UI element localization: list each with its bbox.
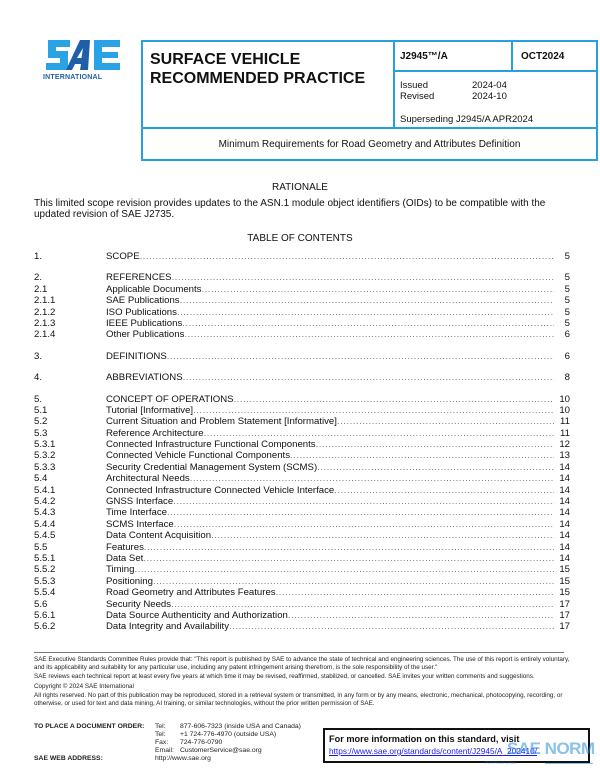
toc-leader-dots: [153, 576, 554, 587]
toc-entry-title-wrap: [106, 542, 554, 553]
document-type: [143, 42, 395, 129]
watermark-line: [545, 763, 593, 764]
document-subtitle: Minimum Requirements for Road Geometry and Attributes Definition: [218, 139, 521, 150]
logo-subtext: INTERNATIONAL: [43, 74, 103, 81]
toc-entry-number: 2.1.1: [34, 295, 56, 307]
toc-entry-page: 6: [564, 350, 570, 362]
toc-entry-title-wrap: [106, 610, 554, 621]
toc-entry-title: Connected Infrastructure Functional Components: [106, 439, 316, 451]
toc-entry-title-wrap: [106, 372, 554, 383]
toc-leader-dots: [276, 587, 554, 598]
superseding-note: Superseding J2945/A APR2024: [400, 114, 534, 125]
toc-entry-title-wrap: [106, 576, 554, 587]
toc-entry-title: Data Set: [106, 552, 144, 564]
toc-entry-title: Connected Vehicle Functional Components: [106, 450, 290, 462]
rationale-heading: RATIONALE: [272, 182, 328, 193]
order-contact-row: [155, 723, 301, 731]
toc-entry-title: Applicable Documents: [106, 283, 202, 295]
order-contact-row: [155, 731, 301, 739]
toc-leader-dots: [190, 473, 554, 484]
toc-leader-dots: [144, 542, 554, 553]
toc-entry-number: 4.: [34, 372, 43, 384]
toc-entry-title: Features: [106, 541, 144, 553]
table-of-contents: [34, 251, 570, 633]
toc-entry[interactable]: [34, 462, 570, 473]
toc-entry-title-wrap: [106, 587, 554, 598]
toc-entry-page: 17: [559, 621, 570, 633]
toc-entry[interactable]: [34, 473, 570, 484]
toc-entry[interactable]: [34, 496, 570, 507]
toc-leader-dots: [204, 428, 554, 439]
document-meta-panel: [395, 42, 596, 129]
toc-entry-title-wrap: [106, 564, 554, 575]
web-address-label: SAE WEB ADDRESS:: [34, 755, 103, 762]
toc-entry-number: 1.: [34, 251, 43, 262]
toc-entry-page: 10: [559, 393, 570, 405]
toc-entry-title: Current Situation and Problem Statement [Informative]: [106, 416, 337, 428]
toc-entry-page: 14: [559, 473, 570, 485]
revised-value: 2024-10: [472, 91, 507, 102]
standard-link[interactable]: https://www.sae.org/standards/content/J2945/A_202410/: [329, 746, 538, 756]
toc-entry-number: 5.6.2: [34, 621, 56, 633]
toc-entry-page: 6: [564, 329, 570, 341]
toc-leader-dots: [290, 450, 554, 461]
toc-leader-dots: [288, 610, 554, 621]
toc-entry-page: 8: [564, 372, 570, 384]
toc-leader-dots: [182, 318, 554, 329]
contact-type: Fax:: [155, 738, 169, 746]
toc-leader-dots: [183, 372, 554, 383]
toc-entry[interactable]: [34, 428, 570, 439]
toc-entry[interactable]: [34, 318, 570, 329]
toc-leader-dots: [234, 394, 554, 405]
toc-entry[interactable]: [34, 405, 570, 416]
contact-value: 724-776-0790: [180, 738, 223, 746]
contact-type: Tel:: [155, 723, 166, 730]
order-contact-row: [155, 747, 301, 755]
toc-entry[interactable]: [34, 587, 570, 598]
toc-entry[interactable]: [34, 507, 570, 518]
doc-type-line2: RECOMMENDED PRACTICE: [150, 70, 366, 87]
contact-value: CustomerService@sae.org: [180, 746, 262, 754]
toc-entry-title: Architectural Needs: [106, 473, 190, 485]
toc-entry-number: 2.1.2: [34, 306, 56, 318]
toc-leader-dots: [167, 351, 554, 362]
toc-entry[interactable]: [34, 530, 570, 541]
toc-entry-page: 5: [564, 317, 570, 329]
toc-entry-title-wrap: [106, 329, 554, 340]
toc-entry-title: SAE Publications: [106, 295, 180, 307]
toc-entry-number: 2.: [34, 272, 43, 284]
sae-logo: [34, 40, 134, 92]
more-info-box: [323, 728, 590, 763]
toc-entry-number: 5.3.1: [34, 439, 56, 451]
toc-entry-page: 14: [559, 461, 570, 473]
toc-entry-title: Positioning: [106, 575, 153, 587]
toc-entry-title: ABBREVIATIONS: [106, 372, 183, 384]
toc-entry-title: IEEE Publications: [106, 317, 183, 329]
toc-entry[interactable]: [34, 272, 570, 283]
toc-entry-page: 15: [559, 575, 570, 587]
order-contacts: [155, 723, 301, 755]
toc-leader-dots: [140, 251, 554, 262]
toc-entry-title-wrap: [106, 351, 554, 362]
toc-entry-number: 5.4.3: [34, 507, 56, 519]
toc-entry[interactable]: [34, 576, 570, 587]
toc-leader-dots: [180, 295, 554, 306]
toc-entry[interactable]: [34, 416, 570, 427]
toc-entry-number: 2.1: [34, 283, 48, 295]
issued-value: 2024-04: [472, 80, 507, 91]
toc-entry[interactable]: [34, 450, 570, 461]
toc-entry-title-wrap: [106, 405, 554, 416]
order-contact-row: [155, 739, 301, 747]
contact-type: Email:: [155, 746, 174, 754]
toc-entry-title: REFERENCES: [106, 272, 172, 284]
toc-entry-number: 2.1.3: [34, 317, 56, 329]
legal-review: SAE reviews each technical report at least every five years at which time it may be revised, reaffirmed, stabilized, or cancelled. SAE invites your written comments and suggestions.: [34, 673, 535, 681]
toc-entry[interactable]: [34, 307, 570, 318]
issued-label: Issued: [400, 80, 428, 91]
watermark-text: SAE NORM: [507, 739, 595, 758]
toc-entry-number: 5.3: [34, 427, 48, 439]
toc-entry-title-wrap: [106, 519, 554, 530]
toc-entry-title-wrap: [106, 553, 554, 564]
toc-entry-title-wrap: [106, 496, 554, 507]
toc-entry-number: 5.6: [34, 598, 48, 610]
toc-leader-dots: [134, 564, 554, 575]
toc-entry-page: 14: [559, 507, 570, 519]
toc-entry[interactable]: [34, 394, 570, 405]
toc-entry-title: CONCEPT OF OPERATIONS: [106, 393, 234, 405]
toc-entry[interactable]: [34, 251, 570, 262]
toc-entry-title: Data Integrity and Availability: [106, 621, 230, 633]
toc-entry[interactable]: [34, 372, 570, 383]
toc-entry-page: 14: [559, 541, 570, 553]
toc-entry[interactable]: [34, 564, 570, 575]
toc-heading: TABLE OF CONTENTS: [247, 233, 353, 244]
toc-entry-page: 14: [559, 530, 570, 542]
watermark-subtext: INTERNATIONAL: [485, 760, 517, 765]
toc-entry-page: 5: [564, 295, 570, 307]
toc-entry-title: Security Needs: [106, 598, 172, 610]
toc-entry-page: 15: [559, 564, 570, 576]
legal-rules: SAE Executive Standards Committee Rules provide that: "This report is published by SAE to advance the state of technical and engineering sciences. The use of this report is entirely voluntary, and its applicability and suitability for any particular use, including any patent infringement arising therefrom, is the sole responsibility of the user.": [34, 656, 570, 671]
toc-entry-title: Data Source Authenticity and Authorization: [106, 609, 288, 621]
toc-entry-number: 5.2: [34, 416, 48, 428]
toc-entry-title-wrap: [106, 621, 554, 632]
toc-entry-page: 5: [564, 251, 570, 262]
more-info-text: For more information on this standard, visit: [329, 734, 520, 744]
toc-entry-title-wrap: [106, 295, 554, 306]
toc-leader-dots: [171, 599, 554, 610]
toc-entry-number: 5.3.3: [34, 461, 56, 473]
toc-entry-page: 11: [560, 427, 570, 439]
toc-entry-number: 5.5.2: [34, 564, 56, 576]
toc-entry-page: 17: [559, 609, 570, 621]
toc-entry-page: 14: [559, 496, 570, 508]
toc-entry-page: 12: [559, 439, 570, 451]
toc-leader-dots: [167, 507, 554, 518]
toc-entry-number: 5.: [34, 393, 43, 405]
toc-entry-number: 2.1.4: [34, 329, 56, 341]
toc-entry-title: Reference Architecture: [106, 427, 204, 439]
toc-leader-dots: [193, 405, 554, 416]
toc-entry-page: 5: [564, 272, 570, 284]
web-address-link[interactable]: http://www.sae.org: [155, 755, 211, 762]
toc-entry-number: 3.: [34, 350, 43, 362]
document-header: [141, 40, 598, 161]
toc-entry[interactable]: [34, 485, 570, 496]
toc-entry-number: 5.4.2: [34, 496, 56, 508]
toc-entry-title: Other Publications: [106, 329, 185, 341]
doc-date: OCT2024: [513, 42, 596, 72]
toc-entry-title: SCOPE: [106, 251, 140, 262]
toc-entry-page: 14: [559, 518, 570, 530]
toc-entry-title-wrap: [106, 507, 554, 518]
doc-number: J2945™/A: [395, 42, 513, 72]
revised-label: Revised: [400, 91, 435, 102]
footer-divider: [34, 652, 564, 653]
toc-entry-title: SCMS Interface: [106, 518, 174, 530]
toc-leader-dots: [172, 272, 554, 283]
toc-entry-number: 5.5.1: [34, 552, 56, 564]
toc-entry-number: 5.3.2: [34, 450, 56, 462]
toc-entry[interactable]: [34, 542, 570, 553]
toc-entry-number: 5.4: [34, 473, 48, 485]
toc-leader-dots: [177, 307, 554, 318]
toc-entry-page: 14: [559, 484, 570, 496]
toc-leader-dots: [316, 439, 554, 450]
toc-entry-title-wrap: [106, 599, 554, 610]
toc-entry-title-wrap: [106, 428, 554, 439]
toc-leader-dots: [211, 530, 554, 541]
toc-entry-page: 15: [559, 587, 570, 599]
legal-notice: [34, 656, 574, 710]
toc-entry[interactable]: [34, 284, 570, 295]
toc-entry[interactable]: [34, 295, 570, 306]
toc-entry-title: Time Interface: [106, 507, 167, 519]
toc-leader-dots: [337, 416, 554, 427]
toc-entry-number: 5.1: [34, 404, 48, 416]
rationale-text: This limited scope revision provides updates to the ASN.1 module object identifiers (OIDs) to be compatible with the updated revision of SAE J2735.: [34, 198, 546, 220]
toc-entry-number: 5.5: [34, 541, 48, 553]
toc-entry-number: 5.4.1: [34, 484, 56, 496]
legal-copyright: Copyright © 2024 SAE International: [34, 682, 134, 690]
toc-entry[interactable]: [34, 351, 570, 362]
toc-entry-title: Security Credential Management System (SCMS): [106, 461, 318, 473]
toc-entry-title-wrap: [106, 450, 554, 461]
toc-entry[interactable]: [34, 553, 570, 564]
contact-value: 877-606-7323 (inside USA and Canada): [180, 723, 301, 730]
toc-entry[interactable]: [34, 621, 570, 632]
toc-entry-page: 10: [559, 404, 570, 416]
toc-entry-title-wrap: [106, 439, 554, 450]
toc-entry-title: Data Content Acquisition: [106, 530, 212, 542]
toc-entry-page: 17: [559, 598, 570, 610]
toc-entry-page: 13: [559, 450, 570, 462]
toc-entry-title-wrap: [106, 318, 554, 329]
toc-entry[interactable]: [34, 329, 570, 340]
toc-entry[interactable]: [34, 439, 570, 450]
toc-entry-title-wrap: [106, 416, 554, 427]
contact-type: Tel:: [155, 730, 166, 738]
toc-entry-number: 5.4.5: [34, 530, 56, 542]
toc-entry[interactable]: [34, 519, 570, 530]
toc-leader-dots: [143, 553, 554, 564]
toc-leader-dots: [174, 519, 554, 530]
toc-entry-title-wrap: [106, 462, 554, 473]
toc-entry[interactable]: [34, 610, 570, 621]
toc-entry-title-wrap: [106, 307, 554, 318]
toc-entry-title: Connected Infrastructure Connected Vehicle Interface: [106, 484, 335, 496]
toc-entry-title: Timing: [106, 564, 135, 576]
toc-entry-number: 5.6.1: [34, 609, 56, 621]
toc-leader-dots: [173, 496, 554, 507]
toc-entry-title-wrap: [106, 394, 554, 405]
toc-entry-title: DEFINITIONS: [106, 350, 167, 362]
toc-entry-title-wrap: [106, 272, 554, 283]
toc-entry-title: Tutorial [Informative]: [106, 404, 194, 416]
toc-entry-title: Road Geometry and Attributes Features: [106, 587, 276, 599]
toc-entry-page: 14: [559, 552, 570, 564]
contact-value: +1 724-776-4970 (outside USA): [180, 730, 277, 738]
toc-entry-title-wrap: [106, 473, 554, 484]
toc-leader-dots: [201, 284, 554, 295]
toc-entry-number: 5.4.4: [34, 518, 56, 530]
toc-entry[interactable]: [34, 599, 570, 610]
toc-entry-number: 5.5.3: [34, 575, 56, 587]
legal-rights: All rights reserved. No part of this publication may be reproduced, stored in a retrieval system or transmitted, in any form or by any means, electronic, mechanical, photocopying, recording, or otherwise, or used for text and data mining, AI training, or similar technologies, without the prior written permission of SAE.: [34, 692, 563, 707]
toc-entry-page: 5: [564, 306, 570, 318]
toc-entry-page: 5: [564, 283, 570, 295]
toc-entry-title-wrap: [106, 530, 554, 541]
toc-entry-title: ISO Publications: [106, 306, 177, 318]
toc-leader-dots: [229, 621, 554, 632]
toc-entry-number: 5.5.4: [34, 587, 56, 599]
sae-logo-mark-icon: [44, 40, 124, 70]
toc-entry-page: 11: [560, 416, 570, 428]
toc-entry-title-wrap: [106, 251, 554, 262]
toc-entry-title-wrap: [106, 485, 554, 496]
doc-dates: [395, 72, 596, 127]
toc-leader-dots: [184, 329, 554, 340]
toc-entry-title: GNSS Interface: [106, 496, 174, 508]
toc-leader-dots: [317, 462, 554, 473]
doc-type-line1: SURFACE VEHICLE: [150, 51, 301, 68]
toc-leader-dots: [334, 485, 554, 496]
toc-entry-title-wrap: [106, 284, 554, 295]
